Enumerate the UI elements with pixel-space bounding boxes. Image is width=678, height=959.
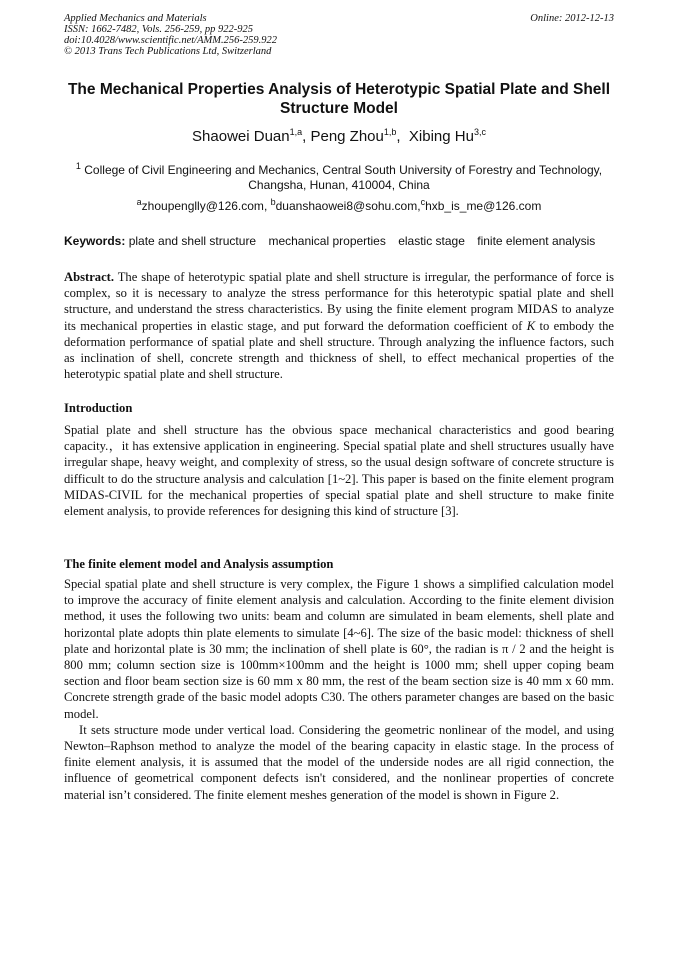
email-address[interactable]: hxb_is_me@126.com: [425, 199, 542, 213]
keyword: elastic stage: [398, 234, 465, 248]
fem-paragraph: Special spatial plate and shell structure is very complex, the Figure 1 shows a simplified calculation model to improve the accuracy of finite element analysis and calculation. According to the finite element division method, it uses the following two units: beam and column are simulated in beam elements, shell plate and horizontal plate adopts thin plate elements to simulate [4~6]. The size of the basic model: thickness of shell plate and horizontal plate is 30 mm; the inclination of shell plate is 60°, the radian is π / 2 and the height is 800 mm; column section size is 100mm×100mm and the height is 1000 mm; shell upper coping beam section and floor beam section size is 60 mm x 80 mm, the rest of the beam section size is 40 mm x 60 mm. Concrete strength grade of the basic model adopts C30. The others parameter changes are based on the basic model.: [64, 577, 614, 721]
doi-line: doi:10.4028/www.scientific.net/AMM.256-259.922: [64, 35, 277, 46]
keywords-line: [64, 234, 614, 249]
keyword: mechanical properties: [268, 234, 386, 248]
keyword: plate and shell structure: [128, 234, 257, 248]
author-affiliation-mark: 3,c: [473, 127, 486, 137]
abstract-text: to embody the deformation performance of spatial plate and shell structure. Through analyzing the influence factors, such as inclination of shell, concrete strength and thickness of shell, to effect mechanical properties of the heterotypic spatial plate and shell structure.: [64, 318, 614, 382]
affiliation-text: College of Civil Engineering and Mechanics, Central South University of Forestry and Technology, Changsha, Hunan, 410004, China: [84, 163, 603, 192]
abstract: [64, 269, 614, 382]
author-affiliation-mark: 1,a: [289, 127, 303, 137]
email-address[interactable]: duanshaowei8@sohu.com: [275, 199, 418, 213]
paper-title: The Mechanical Properties Analysis of Heterotypic Spatial Plate and Shell Structure Model: [67, 81, 611, 117]
introduction-heading: Introduction: [64, 401, 133, 415]
abstract-label: Abstract.: [64, 270, 115, 284]
author-emails: $^a$zhoupenglly@126.com, $^b$duanshaowei8@sohu.com,$^c$hxb_is_me@126.com: [136, 197, 542, 213]
online-date: Online: 2012-12-13: [530, 13, 614, 24]
issn-line: ISSN: 1662-7482, Vols. 256-259, pp 922-925: [64, 24, 253, 35]
introduction-paragraph: Spatial plate and shell structure has the obvious space mechanical characteristics and good bearing capacity.，it has extensive application in engineering. Special spatial plate and shell structures usually have irregular shape, heavy weight, and complexity of stress, so the usual design software of concrete structure is difficult to do the structure analysis and calculation [1~2]. This paper is based on the finite element program MIDAS-CIVIL for the mechanical properties of special spatial plate and shell structure to make finite element analysis, to provide references for designing this kind of structure [3].: [64, 423, 614, 519]
journal-info: [64, 13, 277, 57]
k-symbol: K: [526, 318, 536, 333]
email-mark: a: [136, 197, 142, 207]
author-name: Xibing Hu: [408, 128, 474, 145]
affiliation-mark: 1: [75, 161, 81, 171]
author-name: Shaowei Duan: [192, 128, 290, 145]
fem-section-body: [64, 576, 614, 803]
fem-section-heading: The finite element model and Analysis assumption: [64, 557, 334, 571]
journal-name: Applied Mechanics and Materials: [64, 13, 207, 24]
email-mark: b: [270, 197, 276, 207]
fem-paragraph: It sets structure mode under vertical load. Considering the geometric nonlinear of the model, and using Newton–Raphson method to analyze the model of the bearing capacity in elastic stage. In the process of finite element analysis, it is assumed that the model of the underside nodes are all rigid connection, the influence of geometrical component defects isn't considered, and the nonlinear properties of concrete material isn’t considered. The finite element meshes generation of the model is shown in Figure 2.: [64, 722, 614, 802]
author-affiliation-mark: 1,b: [383, 127, 397, 137]
keywords-label: Keywords:: [64, 234, 126, 248]
author-name: Peng Zhou: [310, 128, 384, 145]
keyword: finite element analysis: [477, 234, 596, 248]
copyright-line: © 2013 Trans Tech Publications Ltd, Switzerland: [64, 46, 272, 57]
affiliation: [64, 163, 614, 193]
abstract-text: The shape of heterotypic spatial plate and shell structure is irregular, the performance of force is complex, so it is necessary to analyze the stress performance for this heterotypic spatial plate and shell structure, and understand the stress characteristics. By using the finite element program MIDAS to analyze its mechanical properties in elastic stage, and put forward the deformation coefficient of: [64, 270, 614, 333]
author-list: Shaowei Duan$^{1,a}$, Peng Zhou$^{1,b}$, Xibing Hu$^{3,c}$: [192, 127, 486, 145]
email-mark: c: [420, 197, 426, 207]
email-address[interactable]: zhoupenglly@126.com: [141, 199, 264, 213]
